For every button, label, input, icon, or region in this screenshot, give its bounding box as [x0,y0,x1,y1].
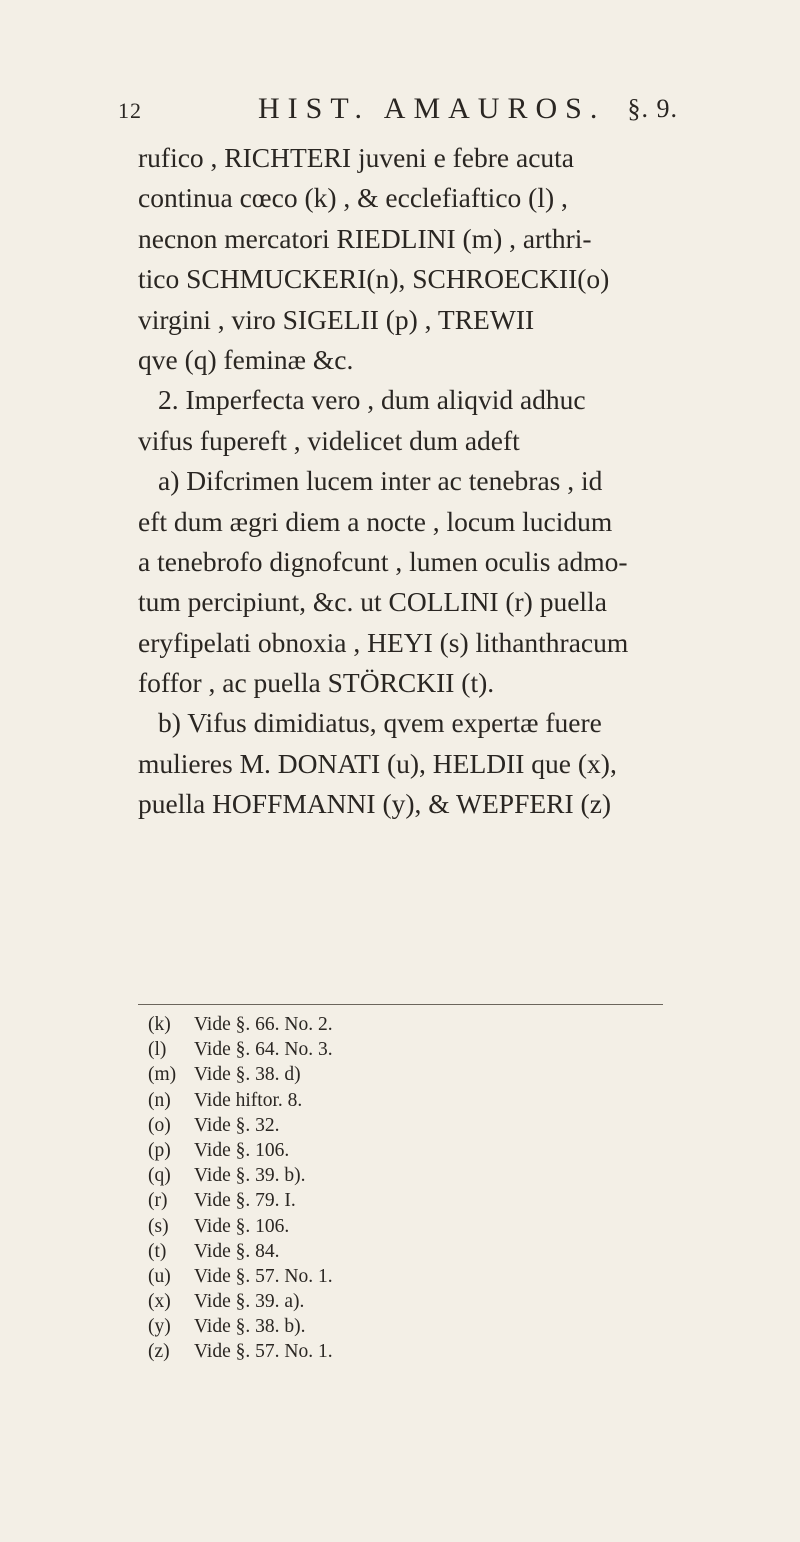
footnote [148,1062,618,1087]
footnote-text: Vide hiftor. 8. [194,1089,303,1111]
body-line: vifus fupereft , videlicet dum adeft [138,424,520,456]
body-line: rufico , RICHTERI juveni e febre acuta [138,142,575,173]
body-line: necnon mercatori RIEDLINI (m) , arthri- [138,222,592,254]
footnote-text: Vide §. 106. [194,1139,290,1161]
footnote-marker: (l) [148,1039,167,1061]
footnote [148,1037,618,1062]
footnote-text: Vide §. 39. a). [194,1291,305,1313]
footnote [148,1314,618,1339]
footnote-text: Vide §. 106. [194,1215,290,1237]
body-line: eft dum ægri diem a nocte , locum lucidum [138,505,613,537]
footnote-text: Vide §. 57. No. 1. [194,1341,333,1363]
body-line: tico SCHMUCKERI(n), SCHROECKII(o) [138,263,610,295]
footnote-text: Vide §. 79. I. [194,1190,296,1212]
footnote-marker: (n) [148,1089,171,1111]
footnote [148,1163,618,1188]
body-line: eryfipelati obnoxia , HEYI (s) lithanthracum [138,626,629,658]
section-number: §. 9. [627,94,678,123]
footnote [148,1264,618,1289]
footnote [148,1289,618,1314]
footnote-marker: (z) [148,1341,170,1363]
footnote-text: Vide §. 66. No. 2. [194,1014,333,1035]
footnote-marker: (q) [148,1165,171,1187]
page-number: 12 [118,98,142,123]
body-line: mulieres M. DONATI (u), HELDII que (x), [138,747,617,779]
body-line: puella HOFFMANNI (y), & WEPFERI (z) [138,788,612,820]
footnote-text: Vide §. 38. b). [194,1316,306,1338]
footnote-marker: (m) [148,1064,177,1086]
body-text [138,138,658,825]
running-title: HIST. AMAUROS. [258,92,606,125]
body-line: 2. Imperfecta vero , dum aliqvid adhuc [158,384,586,416]
body-line: b) Vifus dimidiatus, qvem expertæ fuere [158,707,602,739]
footnote [148,1339,618,1364]
footnote-marker: (r) [148,1190,168,1212]
footnote-marker: (k) [148,1014,171,1035]
footnote [148,1138,618,1163]
footnote [148,1188,618,1213]
footnote [148,1239,618,1264]
footnote-text: Vide §. 84. [194,1240,280,1262]
footnote-marker: (p) [148,1139,171,1161]
body-line: a) Difcrimen lucem inter ac tenebras , id [158,465,603,497]
footnote [148,1214,618,1239]
footnote-marker: (y) [148,1316,171,1338]
body-line: continua cœco (k) , & ecclefiaftico (l) , [138,182,568,214]
body-line: a tenebrofo dignofcunt , lumen oculis admo- [138,545,628,577]
footnote-marker: (o) [148,1114,171,1136]
body-line: foffor , ac puella STÖRCKII (t). [138,667,495,699]
footnote-text: Vide §. 32. [194,1114,280,1136]
footnote-marker: (x) [148,1291,171,1313]
footnote [148,1113,618,1138]
body-line: qve (q) feminæ &c. [138,343,354,375]
footnote-text: Vide §. 38. d) [194,1064,301,1086]
footnote-marker: (s) [148,1215,169,1237]
footnote-text: Vide §. 64. No. 3. [194,1039,333,1061]
footnote [148,1088,618,1113]
footnote-marker: (t) [148,1240,167,1262]
footnote-text: Vide §. 57. No. 1. [194,1265,333,1287]
footnotes [148,1012,618,1365]
footnote-divider [138,1004,663,1005]
footnote-text: Vide §. 39. b). [194,1165,306,1187]
footnote-marker: (u) [148,1265,171,1287]
body-line: virgini , viro SIGELII (p) , TREWII [138,303,535,335]
footnote [148,1012,618,1037]
running-header [118,92,678,132]
body-line: tum percipiunt, &c. ut COLLINI (r) puella [138,586,607,618]
